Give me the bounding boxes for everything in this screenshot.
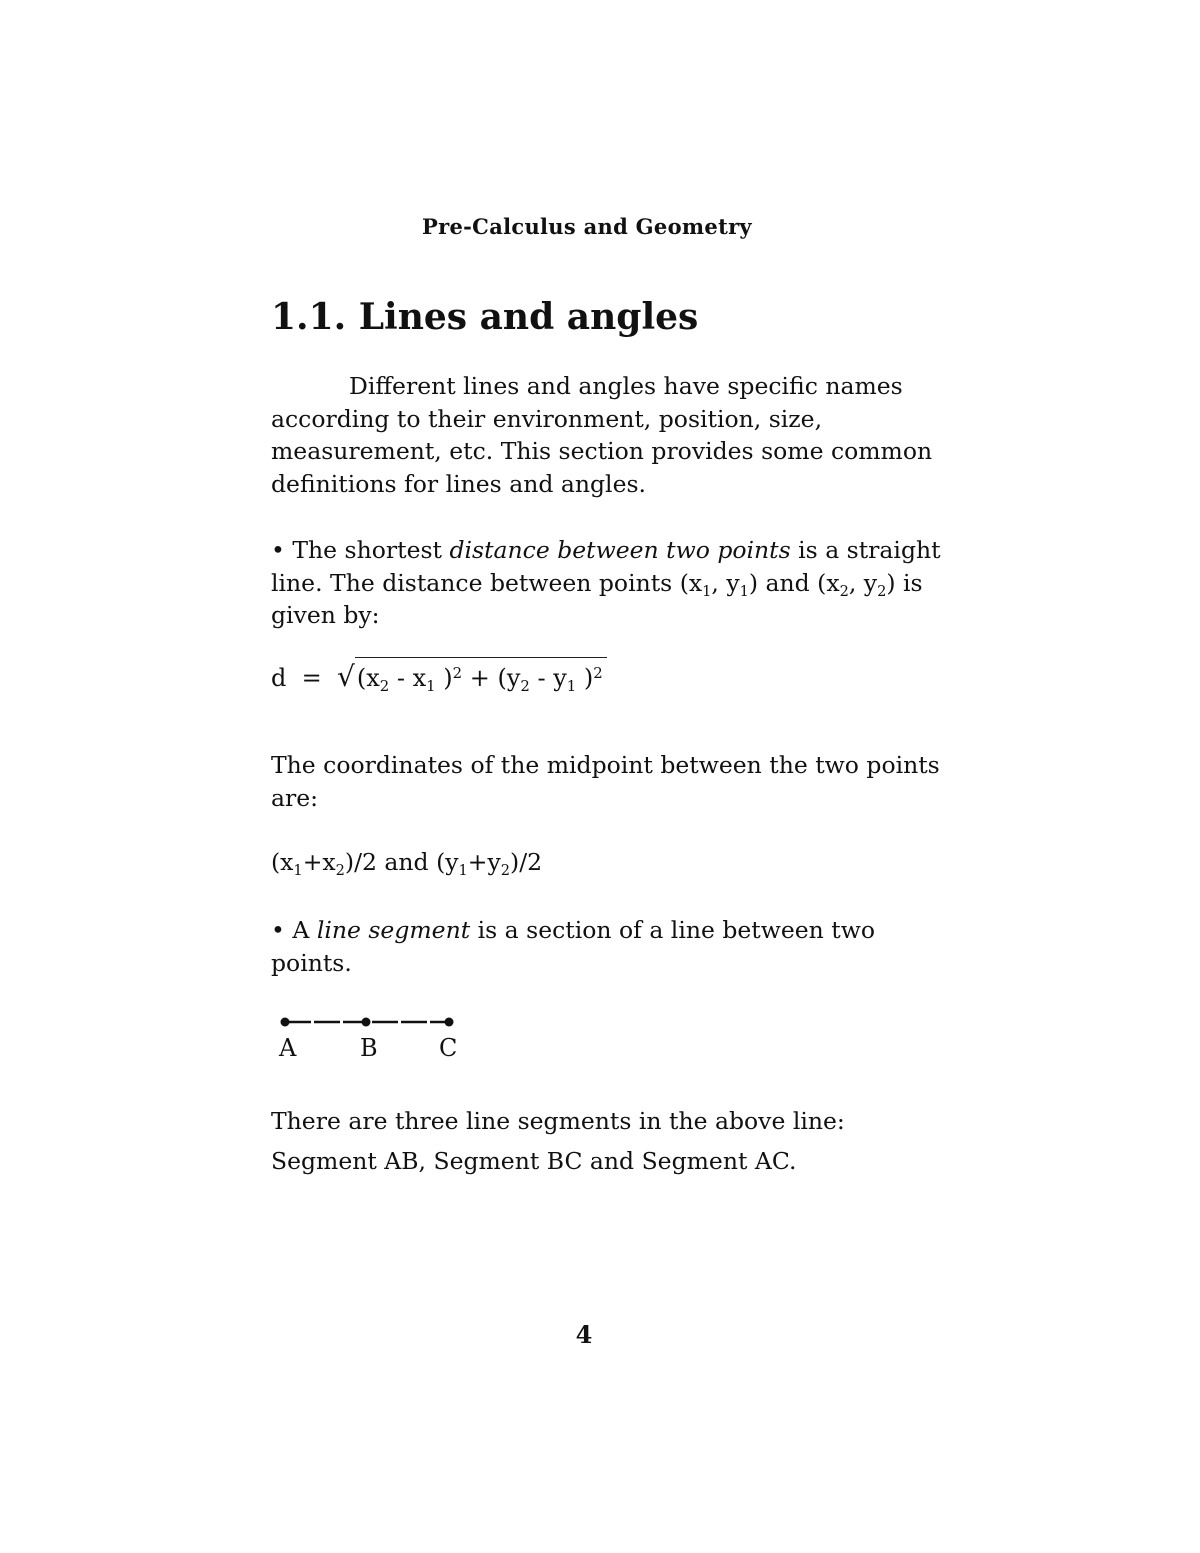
subscript: 2 [839,582,849,600]
subscript: 1 [293,862,303,880]
line-segment-diagram [276,1010,466,1034]
distance-text-2: , y [711,568,740,597]
distance-text-4: , y [848,568,878,597]
formula-part: - y [529,664,567,692]
subscript: 1 [702,582,712,600]
section-title-text: Lines and angles [358,296,699,338]
bullet-marker: • [271,916,285,944]
subscript: 1 [566,677,577,696]
segment-def-text: is a section of a line between two points. [271,916,875,977]
midpoint-intro: The coordinates of the midpoint between the two points are: [271,751,940,812]
page-number: 4 [575,1320,593,1349]
subscript: 2 [500,862,511,880]
distance-lead-text: The shortest [292,536,442,564]
formula-part: (x [356,664,380,692]
subscript: 1 [458,862,468,880]
subscript: 2 [877,582,887,600]
distance-text-5: ) is given by: [271,568,923,629]
radical-sign: √ [337,660,355,693]
midpoint-part: (x [271,848,294,876]
exponent: 2 [593,663,603,682]
subscript: 2 [379,677,390,696]
formula-equals: = [301,664,322,692]
segment-lead-text: A [292,916,310,944]
distance-text-1: is a straight line. The distance between points (x [271,536,941,597]
summary-line-1: There are three line segments in the above line: [271,1107,845,1135]
subscript: 1 [426,677,436,696]
segment-term: line segment [316,916,471,944]
formula-part: ) [576,664,594,692]
formula-part: ) [435,664,453,692]
distance-paragraph [271,534,951,632]
segment-definition [271,914,951,979]
point-label-b: B [360,1034,378,1062]
point-label-a: A [279,1034,297,1062]
midpoint-part: )/2 [510,848,543,876]
point-c-marker [445,1018,454,1027]
formula-radicand [355,657,607,696]
midpoint-formula [271,846,951,879]
running-header: Pre-Calculus and Geometry [422,214,752,239]
summary-line-2: Segment AB, Segment BC and Segment AC. [271,1147,797,1175]
bullet-marker: • [271,536,285,564]
exponent: 2 [452,663,463,682]
midpoint-part: +y [467,848,501,876]
intro-paragraph: Different lines and angles have specific names according to their environment, position, size, measurement, etc. This section provides some common definitions for lines and angles. [271,372,933,498]
formula-plus: + [462,664,498,692]
segment-labels [279,1034,479,1070]
point-label-c: C [439,1034,458,1062]
distance-term: distance between two points [449,536,791,564]
midpoint-part: +x [302,848,336,876]
subscript: 2 [335,862,345,880]
distance-text-3: ) and (x [748,568,840,597]
segment-summary [271,1101,951,1181]
formula-part: - x [389,664,427,692]
midpoint-part: )/2 and (y [344,848,459,876]
formula-lhs: d [271,664,287,692]
section-number: 1.1. [271,296,347,338]
point-a-marker [281,1018,290,1027]
subscript: 2 [520,677,530,696]
distance-formula [271,657,607,698]
point-b-marker [362,1018,371,1027]
section-title [271,296,698,338]
subscript: 1 [739,582,749,600]
formula-part: (y [497,664,521,692]
